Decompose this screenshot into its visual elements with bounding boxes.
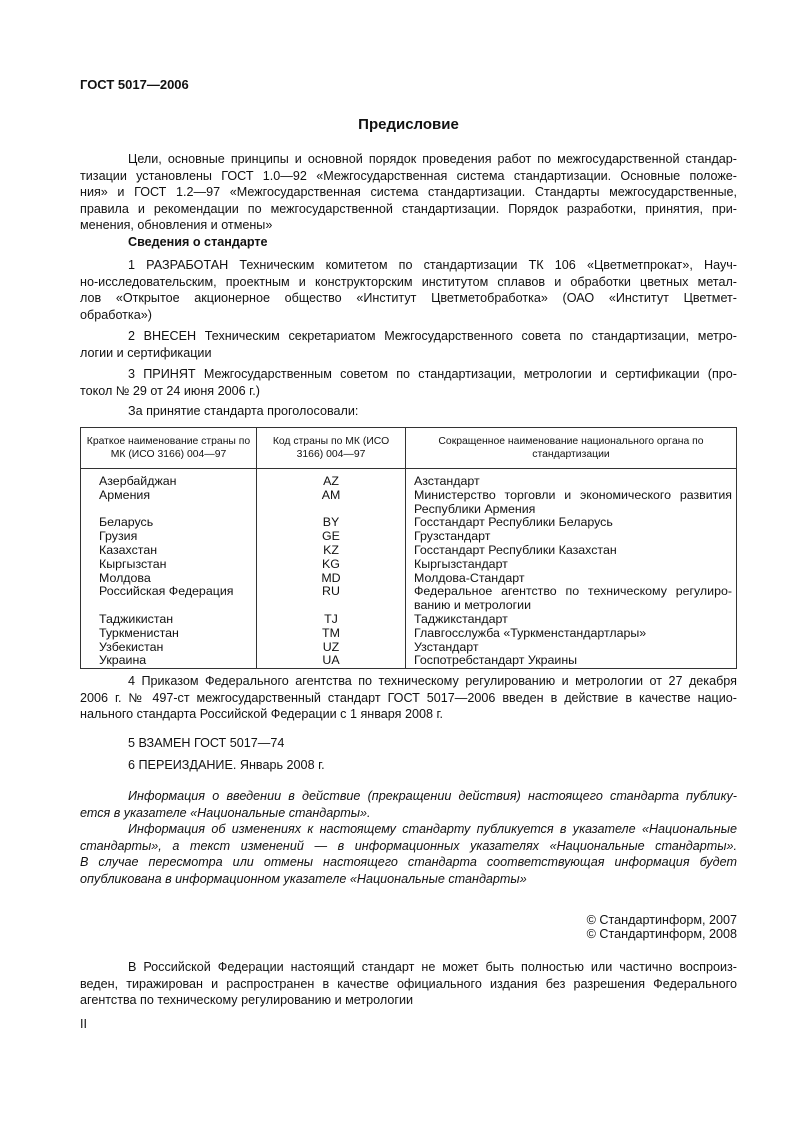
cell-code: MD bbox=[257, 572, 406, 586]
cell-body: Госстандарт Республики Беларусь bbox=[406, 516, 737, 530]
cell-body: Федеральное агентство по техническому регулиро-ванию и метрологии bbox=[406, 585, 737, 613]
cell-body: Узстандарт bbox=[406, 641, 737, 655]
cell-code: AZ bbox=[257, 469, 406, 489]
item-3 bbox=[80, 366, 737, 399]
cell-code: KG bbox=[257, 558, 406, 572]
table-row bbox=[81, 627, 737, 641]
text-line: 2 ВНЕСЕН Техническим секретариатом Межгосударственного совета по стандартизации, метро- bbox=[128, 329, 737, 343]
cell-code: RU bbox=[257, 585, 406, 613]
text-line: 4 Приказом Федерального агентства по техническому регулированию и метрологии от 27 декабря bbox=[128, 674, 737, 688]
cell-country: Кыргызстан bbox=[81, 558, 257, 572]
cell-body: Госстандарт Республики Казахстан bbox=[406, 544, 737, 558]
intro-paragraph bbox=[80, 151, 737, 234]
table-row bbox=[81, 516, 737, 530]
table-header-row bbox=[81, 428, 737, 469]
text-line: нального стандарта Российской Федерации с 1 января 2008 г. bbox=[80, 707, 444, 722]
cell-code: UZ bbox=[257, 641, 406, 655]
text-line: ется в указателе «Национальные стандарты». bbox=[80, 805, 371, 820]
text-line: логии и сертификации bbox=[80, 345, 212, 360]
cell-country: Армения bbox=[81, 489, 257, 517]
table-row bbox=[81, 641, 737, 655]
notice-introduction bbox=[80, 788, 737, 821]
item-6: 6 ПЕРЕИЗДАНИЕ. Январь 2008 г. bbox=[128, 758, 325, 772]
item-1 bbox=[80, 257, 737, 323]
text-line: лов «Открытое акционерное общество «Институт Цветметобработка» (ОАО «Институт Цветмет- bbox=[80, 291, 737, 306]
table-row bbox=[81, 558, 737, 572]
voting-table-wrap bbox=[80, 427, 737, 669]
cell-country: Беларусь bbox=[81, 516, 257, 530]
text-line: 1 РАЗРАБОТАН Техническим комитетом по стандартизации ТК 106 «Цветметпрокат», Науч- bbox=[128, 258, 737, 272]
table-row bbox=[81, 469, 737, 489]
text-line: тизации установлены ГОСТ 1.0—92 «Межгосударственная система стандартизации. Основные положе- bbox=[80, 168, 737, 183]
document-header: ГОСТ 5017—2006 bbox=[80, 77, 189, 92]
table-row bbox=[81, 544, 737, 558]
header-body: Сокращенное наименование национального органа по стандартизации bbox=[406, 428, 737, 469]
cell-body: Грузстандарт bbox=[406, 530, 737, 544]
vote-label: За принятие стандарта проголосовали: bbox=[128, 404, 359, 418]
copyright-block bbox=[80, 913, 737, 941]
header-code: Код страны по МК (ИСО 3166) 004—97 bbox=[257, 428, 406, 469]
cell-code: AM bbox=[257, 489, 406, 517]
table-row bbox=[81, 613, 737, 627]
text-line: но-исследовательским, проектным и конструкторским институтом сплавов и обработки цветных метал- bbox=[80, 274, 737, 289]
cell-code: UA bbox=[257, 654, 406, 668]
cell-body: Кыргызстандарт bbox=[406, 558, 737, 572]
header-country: Краткое наименование страны по МК (ИСО 3166) 004—97 bbox=[81, 428, 257, 469]
cell-country: Украина bbox=[81, 654, 257, 668]
cell-code: TM bbox=[257, 627, 406, 641]
cell-body: Министерство торговли и экономического развития Республики Армения bbox=[406, 489, 737, 517]
cell-code: GE bbox=[257, 530, 406, 544]
table-row bbox=[81, 654, 737, 668]
cell-country: Грузия bbox=[81, 530, 257, 544]
table-row bbox=[81, 530, 737, 544]
item-4 bbox=[80, 673, 737, 723]
cell-body: Азстандарт bbox=[406, 469, 737, 489]
reproduction-notice bbox=[80, 959, 737, 1009]
voting-table bbox=[80, 427, 737, 669]
cell-country: Азербайджан bbox=[81, 469, 257, 489]
text-line: Цели, основные принципы и основной порядок проведения работ по межгосударственной стандар- bbox=[128, 152, 737, 166]
cell-code: BY bbox=[257, 516, 406, 530]
text-line: 3 ПРИНЯТ Межгосударственным советом по стандартизации, метрологии и сертификации (про- bbox=[128, 367, 737, 381]
copyright-2007: © Стандартинформ, 2007 bbox=[586, 913, 737, 927]
page-number: II bbox=[80, 1017, 87, 1031]
text-line: опубликована в информационном указателе «Национальные стандарты» bbox=[80, 871, 527, 886]
item-2 bbox=[80, 328, 737, 361]
text-line: правила и рекомендации по межгосударственной стандартизации. Порядок разработки, принятия, при- bbox=[80, 201, 737, 216]
cell-code: KZ bbox=[257, 544, 406, 558]
page-title: Предисловие bbox=[358, 116, 459, 133]
table-row bbox=[81, 585, 737, 613]
text-line: Информация о введении в действие (прекращении действия) настоящего стандарта публику- bbox=[128, 789, 737, 803]
table-row bbox=[81, 572, 737, 586]
text-line: обработка») bbox=[80, 307, 152, 322]
text-line: стандарты», а текст изменений — в информационных указателях «Национальные стандарты». bbox=[80, 838, 737, 853]
table-row bbox=[81, 489, 737, 517]
text-line: В случае пересмотра или отмены настоящего стандарта соответствующая информация будет bbox=[80, 855, 737, 870]
cell-body: Главгосслужба «Туркменстандартлары» bbox=[406, 627, 737, 641]
cell-country: Казахстан bbox=[81, 544, 257, 558]
text-line: В Российской Федерации настоящий стандарт не может быть полностью или частично воспроиз- bbox=[128, 960, 737, 974]
notice-changes bbox=[80, 821, 737, 887]
cell-country: Туркменистан bbox=[81, 627, 257, 641]
cell-country: Узбекистан bbox=[81, 641, 257, 655]
text-line: ния» и ГОСТ 1.2—97 «Межгосударственная система стандартизации. Стандарты межгосударственные, bbox=[80, 185, 737, 200]
text-line: менения, обновления и отмены» bbox=[80, 218, 273, 233]
copyright-2008: © Стандартинформ, 2008 bbox=[586, 927, 737, 941]
cell-body: Таджикстандарт bbox=[406, 613, 737, 627]
text-line: 2006 г. № 497-ст межгосударственный стандарт ГОСТ 5017—2006 введен в действие в качестве нацио- bbox=[80, 690, 737, 705]
item-5: 5 ВЗАМЕН ГОСТ 5017—74 bbox=[128, 736, 285, 750]
cell-country: Российская Федерация bbox=[81, 585, 257, 613]
cell-body: Госпотребстандарт Украины bbox=[406, 654, 737, 668]
text-line: веден, тиражирован и распространен в качестве официального издания без разрешения Федерального bbox=[80, 976, 737, 991]
text-line: токол № 29 от 24 июня 2006 г.) bbox=[80, 383, 260, 398]
cell-country: Таджикистан bbox=[81, 613, 257, 627]
info-heading: Сведения о стандарте bbox=[128, 235, 268, 249]
cell-code: TJ bbox=[257, 613, 406, 627]
text-line: агентства по техническому регулированию и метрологии bbox=[80, 993, 414, 1008]
cell-body: Молдова-Стандарт bbox=[406, 572, 737, 586]
cell-country: Молдова bbox=[81, 572, 257, 586]
text-line: Информация об изменениях к настоящему стандарту публикуется в указателе «Национальные bbox=[128, 822, 737, 836]
